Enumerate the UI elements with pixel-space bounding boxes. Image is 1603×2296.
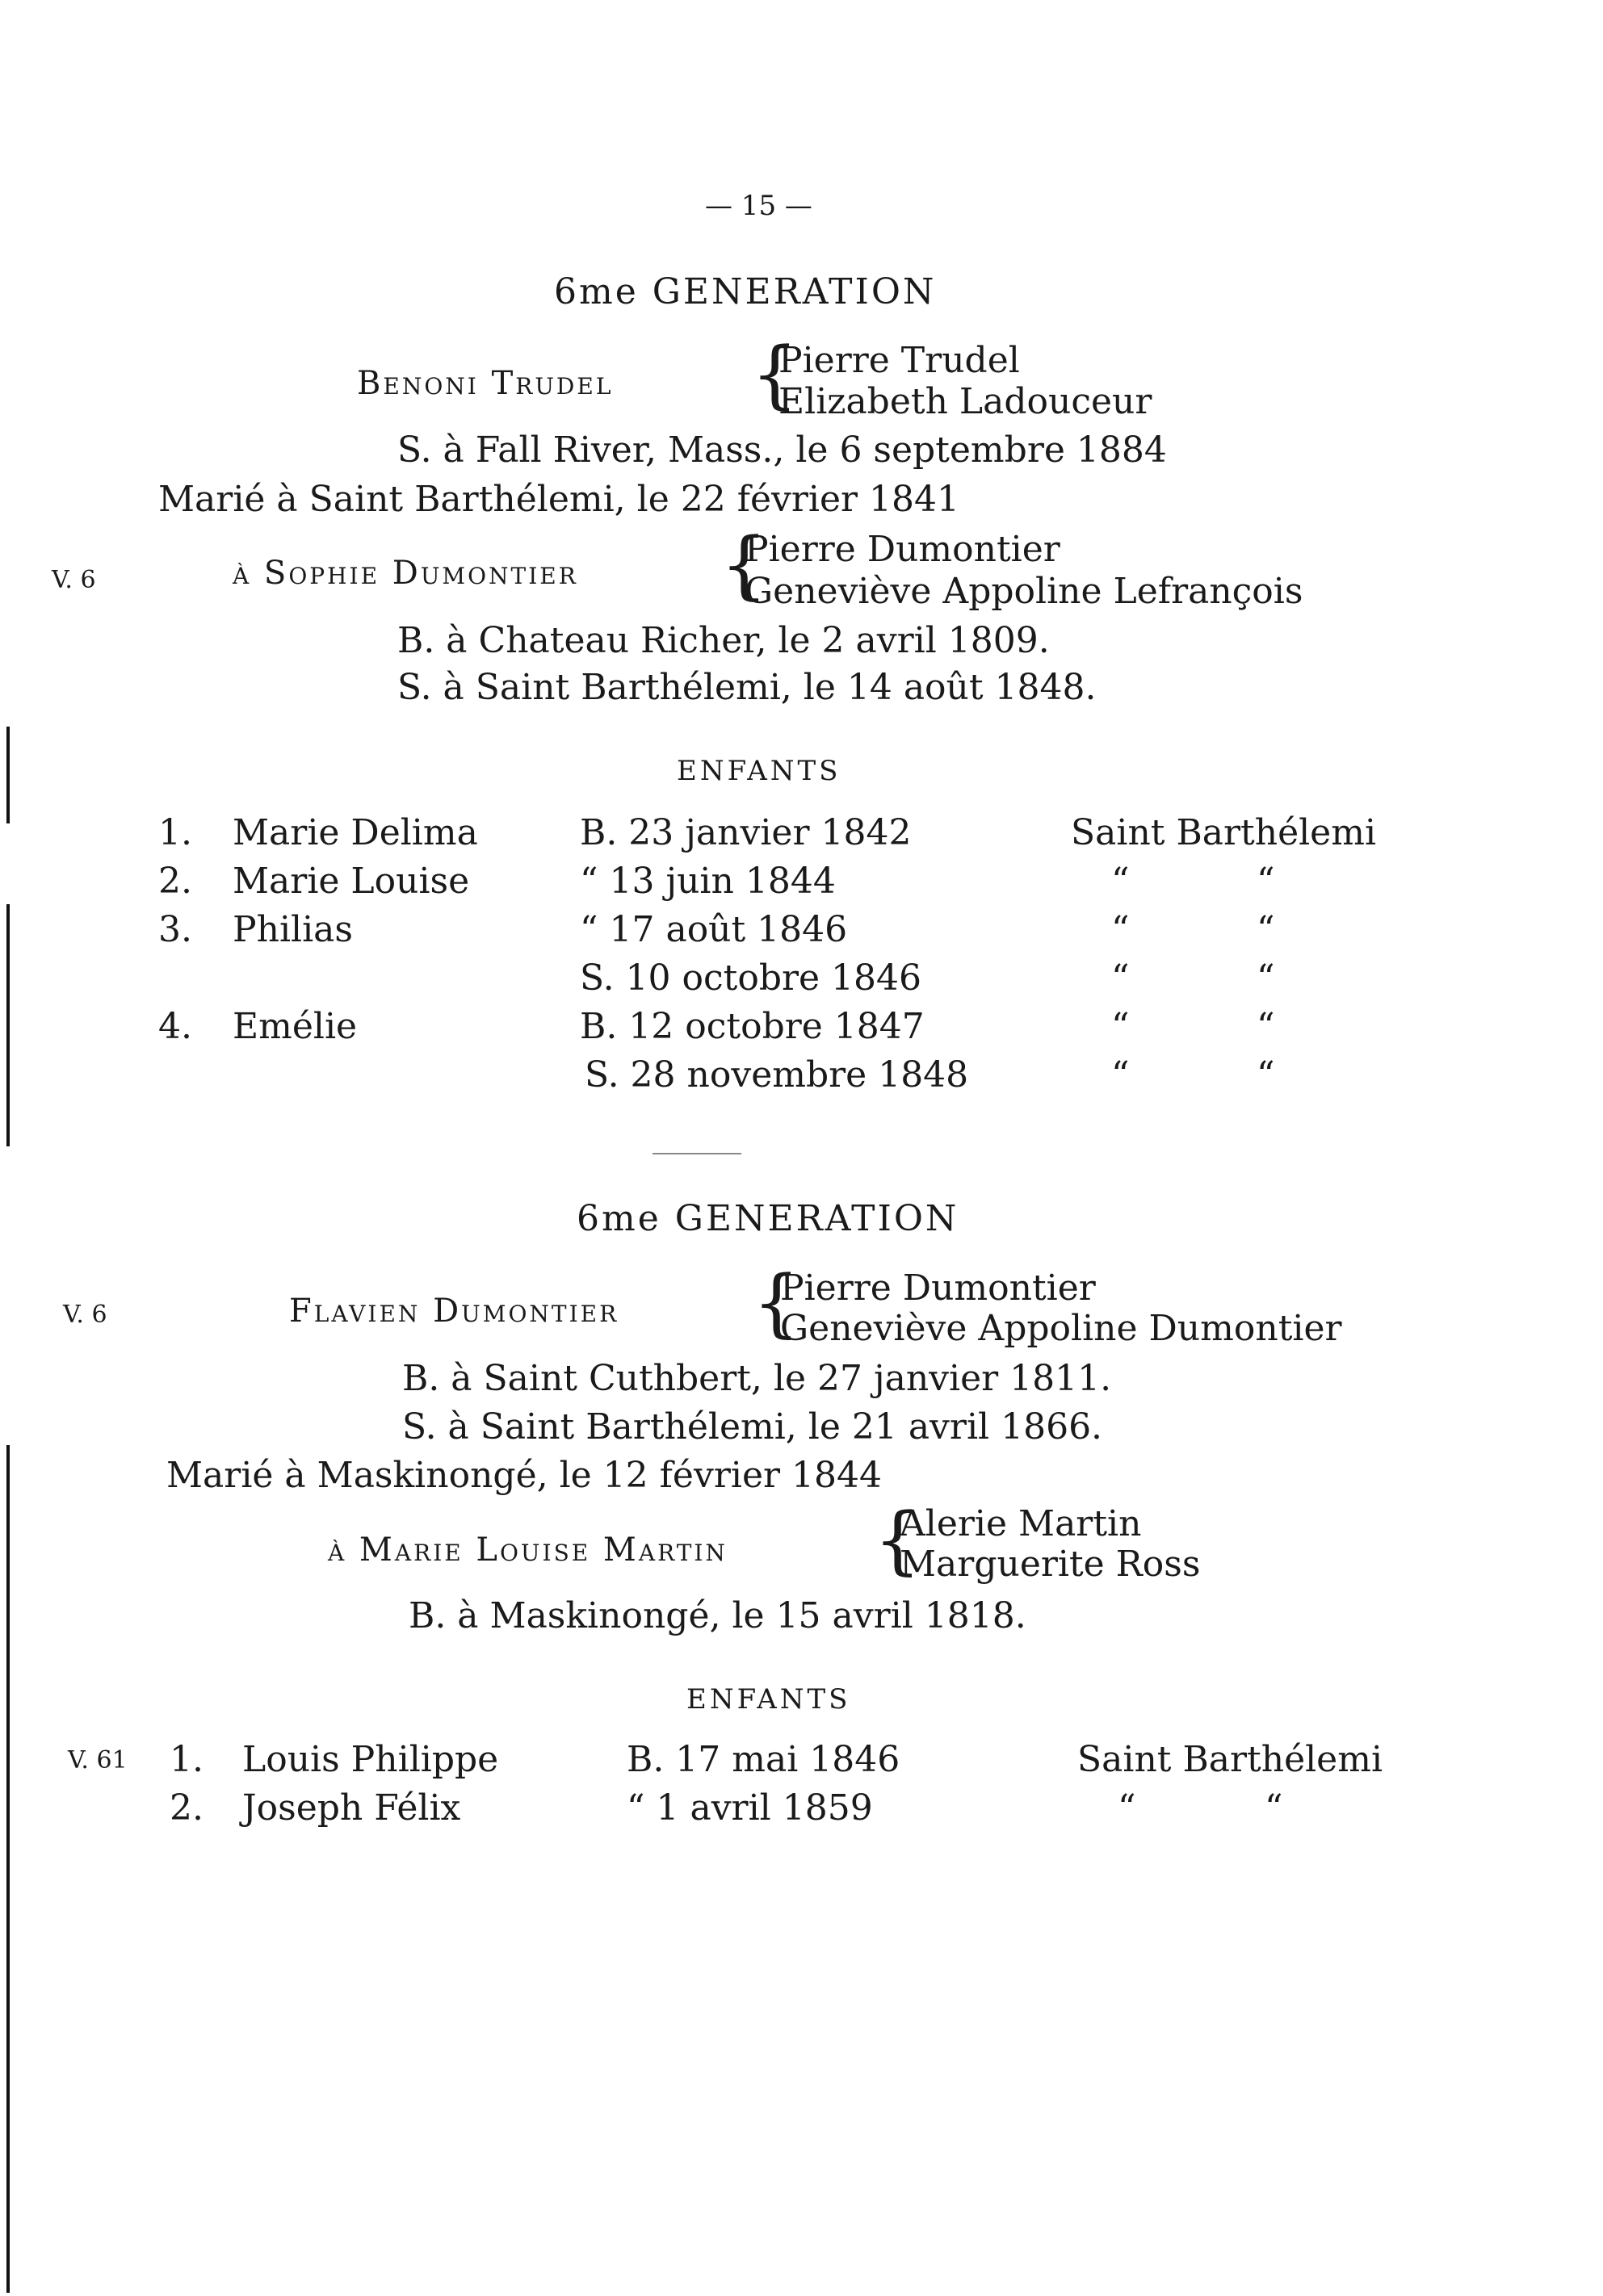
person-mother: Elizabeth Ladouceur bbox=[778, 381, 1152, 422]
child-number: 4. bbox=[158, 1006, 192, 1047]
person-father: Pierre Trudel bbox=[778, 340, 1020, 381]
child-number: 2. bbox=[158, 861, 192, 902]
ditto-mark: “ bbox=[1257, 1054, 1275, 1096]
person-name: Benoni Trudel bbox=[357, 365, 614, 402]
child-name: Philias bbox=[233, 909, 353, 950]
child-event: B. 12 octobre 1847 bbox=[580, 1006, 925, 1047]
spouse-father: Alerie Martin bbox=[900, 1503, 1142, 1544]
child-event: “ 1 avril 1859 bbox=[627, 1787, 873, 1829]
child-event: S. 28 novembre 1848 bbox=[585, 1054, 969, 1096]
spouse-name: à Marie Louise Martin bbox=[328, 1531, 728, 1569]
child-number: 3. bbox=[158, 909, 192, 950]
spouse-mother: Marguerite Ross bbox=[900, 1544, 1201, 1585]
ditto-mark: “ bbox=[1111, 1006, 1130, 1047]
spouse-birth: B. à Chateau Richer, le 2 avril 1809. bbox=[397, 620, 1050, 661]
ditto-mark: “ bbox=[1111, 909, 1130, 950]
children-heading: ENFANTS bbox=[686, 1683, 851, 1716]
child-event: S. 10 octobre 1846 bbox=[580, 957, 922, 999]
margin-reference: V. 61 bbox=[68, 1746, 128, 1774]
person-death: S. à Saint Barthélemi, le 21 avril 1866. bbox=[402, 1406, 1103, 1448]
child-event: B. 17 mai 1846 bbox=[627, 1739, 900, 1780]
spouse-mother: Geneviève Appoline Lefrançois bbox=[745, 571, 1303, 612]
child-event: “ 17 août 1846 bbox=[580, 909, 848, 950]
person-mother: Geneviève Appoline Dumontier bbox=[780, 1308, 1342, 1349]
ditto-mark: “ bbox=[1257, 1006, 1275, 1047]
child-name: Marie Louise bbox=[233, 861, 470, 902]
person-birth: B. à Saint Cuthbert, le 27 janvier 1811. bbox=[402, 1358, 1112, 1399]
scan-edge-mark bbox=[6, 1445, 10, 2293]
parents-brace: { bbox=[751, 331, 799, 417]
child-number: 1. bbox=[158, 812, 192, 853]
spouse-death: S. à Saint Barthélemi, le 14 août 1848. bbox=[397, 667, 1097, 708]
scan-edge-mark bbox=[6, 727, 10, 823]
child-event: B. 23 janvier 1842 bbox=[580, 812, 912, 853]
child-number: 2. bbox=[170, 1787, 204, 1829]
ditto-mark: “ bbox=[1118, 1787, 1136, 1829]
ditto-mark: “ bbox=[1265, 1787, 1283, 1829]
child-place: Saint Barthélemi bbox=[1077, 1739, 1383, 1780]
spouse-father: Pierre Dumontier bbox=[745, 529, 1060, 570]
child-number: 1. bbox=[170, 1739, 204, 1780]
child-name: Louis Philippe bbox=[242, 1739, 499, 1780]
child-name: Marie Delima bbox=[233, 812, 478, 853]
ditto-mark: “ bbox=[1257, 957, 1275, 999]
person-death: S. à Fall River, Mass., le 6 septembre 1884 bbox=[397, 429, 1167, 471]
ditto-mark: “ bbox=[1111, 957, 1130, 999]
parents-brace: { bbox=[874, 1497, 921, 1583]
spouse-name: à Sophie Dumontier bbox=[233, 555, 578, 592]
parents-brace: { bbox=[753, 1259, 800, 1346]
child-name: Emélie bbox=[233, 1006, 358, 1047]
generation-heading: 6me GENERATION bbox=[577, 1198, 959, 1239]
margin-reference: V. 6 bbox=[52, 566, 96, 594]
person-name: Flavien Dumontier bbox=[289, 1293, 619, 1330]
generation-heading: 6me GENERATION bbox=[554, 271, 937, 312]
section-divider bbox=[653, 1153, 741, 1154]
spouse-birth: B. à Maskinongé, le 15 avril 1818. bbox=[409, 1595, 1026, 1636]
child-name: Joseph Félix bbox=[242, 1787, 461, 1829]
scan-edge-mark bbox=[6, 904, 10, 1146]
ditto-mark: “ bbox=[1257, 909, 1275, 950]
marriage-line: Marié à Saint Barthélemi, le 22 février 1841 bbox=[158, 479, 960, 520]
margin-reference: V. 6 bbox=[63, 1301, 107, 1329]
person-father: Pierre Dumontier bbox=[780, 1267, 1096, 1309]
parents-brace: { bbox=[720, 522, 768, 608]
ditto-mark: “ bbox=[1111, 1054, 1130, 1096]
ditto-mark: “ bbox=[1257, 861, 1275, 902]
children-heading: ENFANTS bbox=[677, 755, 841, 787]
marriage-line: Marié à Maskinongé, le 12 février 1844 bbox=[166, 1455, 882, 1496]
page-number: — 15 — bbox=[705, 190, 812, 222]
child-event: “ 13 juin 1844 bbox=[580, 861, 836, 902]
ditto-mark: “ bbox=[1111, 861, 1130, 902]
child-place: Saint Barthélemi bbox=[1071, 812, 1377, 853]
